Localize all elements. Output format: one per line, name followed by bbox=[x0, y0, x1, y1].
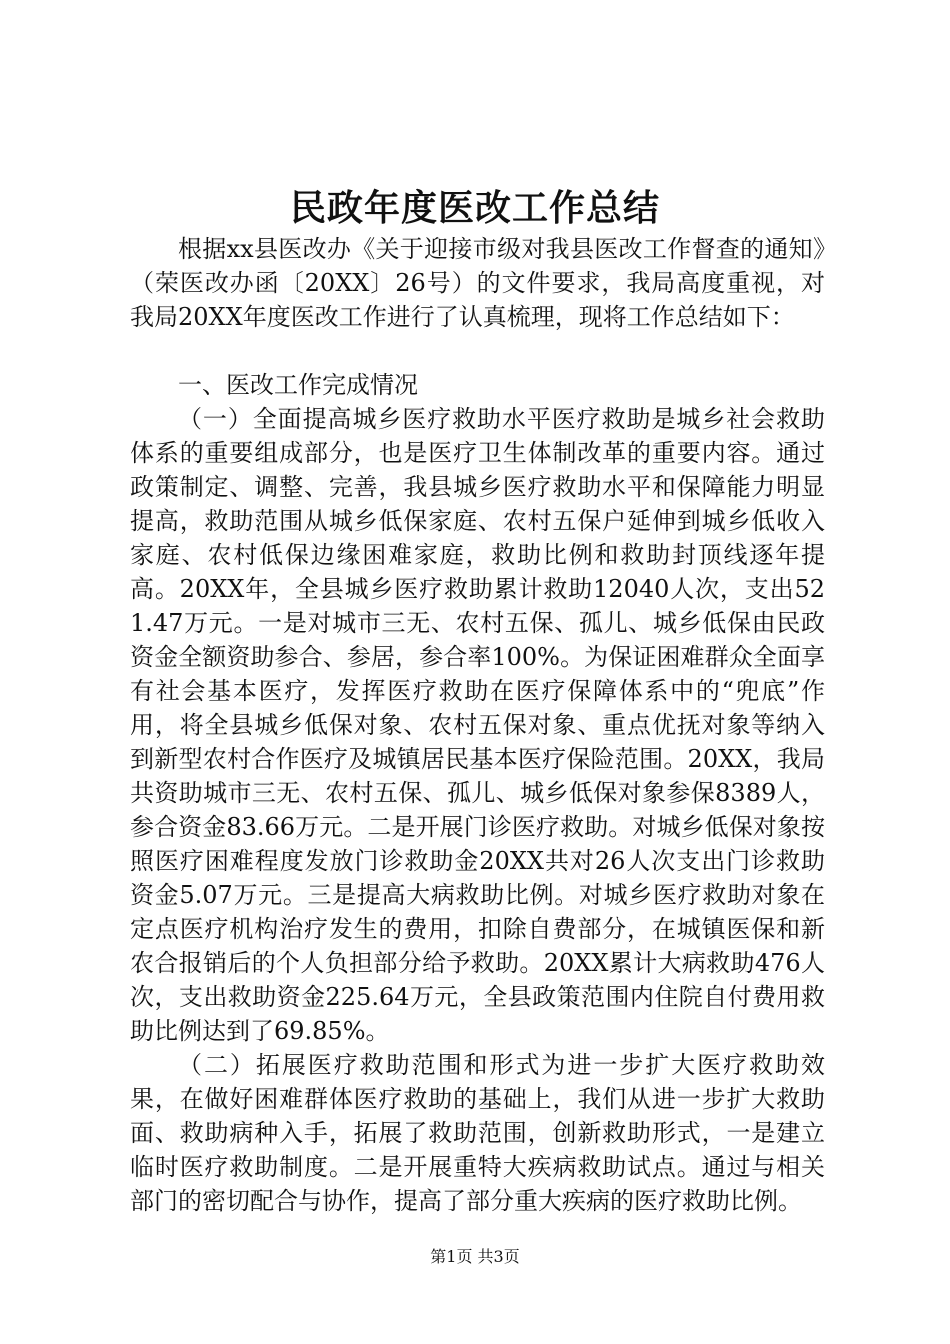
body-paragraph-2: （二）拓展医疗救助范围和形式为进一步扩大医疗救助效果，在做好困难群体医疗救助的基础上，我们从进一步扩大救助面、救助病种入手，拓展了救助范围，创新救助形式，一是建立临时医疗救助制度。二是开展重特大疾病救助试点。通过与相关部门的密切配合与协作，提高了部分重大疾病的医疗救助比例。 bbox=[130, 1051, 825, 1215]
document-title: 民政年度医改工作总结 bbox=[289, 187, 660, 229]
page-footer: 第1页 共3页 bbox=[430, 1247, 520, 1266]
section-heading: 一、医改工作完成情况 bbox=[178, 371, 418, 399]
document-body bbox=[130, 232, 825, 1218]
body-paragraph-1: （一）全面提高城乡医疗救助水平医疗救助是城乡社会救助体系的重要组成部分，也是医疗卫生体制改革的重要内容。通过政策制定、调整、完善，我县城乡医疗救助水平和保障能力明显提高，救助范围从城乡低保家庭、农村五保户延伸到城乡低收入家庭、农村低保边缘困难家庭，救助比例和救助封顶线逐年提高。20XX年，全县城乡医疗救助累计救助12040人次，支出521.47万元。一是对城市三无、农村五保、孤儿、城乡低保由民政资金全额资助参合、参居，参合率100%。为保证困难群众全面享有社会基本医疗，发挥医疗救助在医疗保障体系中的“兜底”作用，将全县城乡低保对象、农村五保对象、重点优抚对象等纳入到新型农村合作医疗及城镇居民基本医疗保险范围。20XX，我局共资助城市三无、农村五保、孤儿、城乡低保对象参保8389人，参合资金83.66万元。二是开展门诊医疗救助。对城乡低保对象按照医疗困难程度发放门诊救助金20XX共对26人次支出门诊救助资金5.07万元。三是提高大病救助比例。对城乡医疗救助对象在定点医疗机构治疗发生的费用，扣除自费部分，在城镇医保和新农合报销后的个人负担部分给予救助。20XX累计大病救助476人次，支出救助资金225.64万元，全县政策范围内住院自付费用救助比例达到了69.85%。 bbox=[130, 405, 825, 1045]
intro-paragraph: 根据xx县医改办《关于迎接市级对我县医改工作督查的通知》（荣医改办函〔20XX〕26号）的文件要求，我局高度重视，对我局20XX年度医改工作进行了认真梳理，现将工作总结如下： bbox=[130, 235, 825, 331]
paragraph-spacer bbox=[130, 334, 825, 368]
